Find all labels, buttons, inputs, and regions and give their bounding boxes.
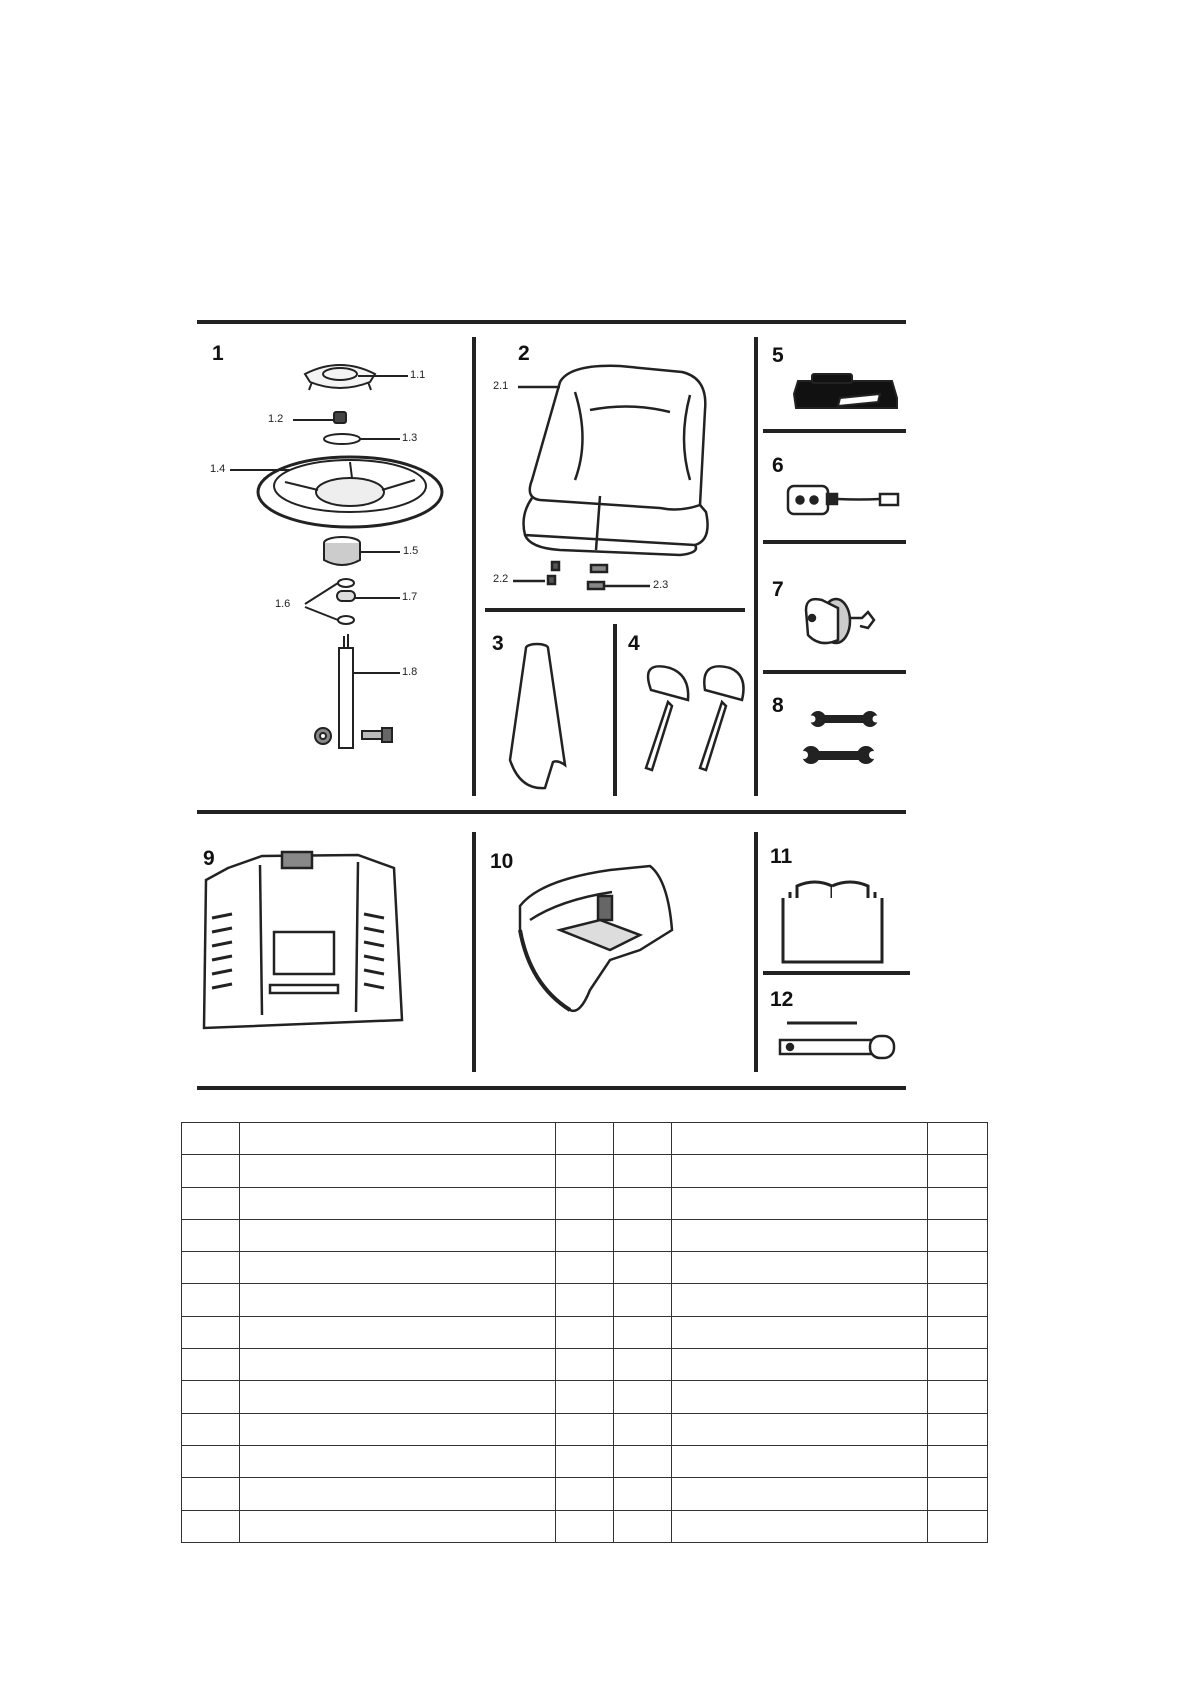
panel-number-2: 2 <box>518 342 530 365</box>
table-cell <box>182 1349 240 1381</box>
table-cell <box>928 1349 988 1381</box>
callout-2-3: 2.3 <box>653 579 669 591</box>
table-cell <box>672 1445 928 1477</box>
table-cell <box>928 1187 988 1219</box>
callout-1-3: 1.3 <box>402 432 418 444</box>
table-row <box>182 1478 988 1510</box>
table-cell <box>240 1510 556 1542</box>
table-row <box>182 1155 988 1187</box>
table-cell <box>240 1381 556 1413</box>
body-cover-drawing <box>204 852 402 1028</box>
table-cell <box>182 1510 240 1542</box>
table-row <box>182 1510 988 1542</box>
table-cell <box>182 1123 240 1155</box>
table-row <box>182 1123 988 1155</box>
table-cell <box>614 1155 672 1187</box>
table-cell <box>614 1413 672 1445</box>
table-cell <box>556 1219 614 1251</box>
table-cell <box>672 1219 928 1251</box>
table-cell <box>240 1316 556 1348</box>
table-cell <box>240 1123 556 1155</box>
table-cell <box>614 1219 672 1251</box>
table-cell <box>182 1381 240 1413</box>
panel-number-5: 5 <box>772 344 784 367</box>
panel-number-11: 11 <box>770 845 793 868</box>
table-cell <box>928 1155 988 1187</box>
key-switch-drawing <box>806 599 874 643</box>
table-cell <box>240 1478 556 1510</box>
table-cell <box>928 1219 988 1251</box>
table-cell <box>240 1445 556 1477</box>
table-cell <box>928 1381 988 1413</box>
table-cell <box>614 1381 672 1413</box>
table-cell <box>556 1349 614 1381</box>
table-cell <box>672 1155 928 1187</box>
table-cell <box>928 1123 988 1155</box>
seat-drawing <box>513 366 708 589</box>
table-cell <box>240 1219 556 1251</box>
table-row <box>182 1284 988 1316</box>
table-cell <box>672 1510 928 1542</box>
panel-number-10: 10 <box>490 850 514 873</box>
table-cell <box>928 1445 988 1477</box>
table-cell <box>614 1123 672 1155</box>
table-row <box>182 1219 988 1251</box>
panel-number-9: 9 <box>203 847 215 870</box>
table-cell <box>556 1478 614 1510</box>
charger-drawing <box>788 486 898 514</box>
levers-drawing <box>646 666 744 770</box>
panel-number-8: 8 <box>772 694 784 717</box>
table-cell <box>556 1187 614 1219</box>
callout-2-1: 2.1 <box>493 380 509 392</box>
table-cell <box>614 1478 672 1510</box>
table-cell <box>556 1284 614 1316</box>
table-cell <box>240 1155 556 1187</box>
table-cell <box>672 1187 928 1219</box>
table-row <box>182 1316 988 1348</box>
table-cell <box>556 1123 614 1155</box>
table-cell <box>614 1349 672 1381</box>
table-row <box>182 1445 988 1477</box>
table-cell <box>240 1413 556 1445</box>
table-cell <box>240 1284 556 1316</box>
panel-number-6: 6 <box>772 454 784 477</box>
table-cell <box>240 1252 556 1284</box>
callout-1-8: 1.8 <box>402 666 418 678</box>
table-cell <box>182 1478 240 1510</box>
tool-handle-drawing <box>780 1023 894 1058</box>
callout-2-2: 2.2 <box>493 573 509 585</box>
table-cell <box>614 1510 672 1542</box>
panel-number-4: 4 <box>628 632 640 655</box>
callout-1-7: 1.7 <box>402 591 418 603</box>
parts-list-body <box>182 1123 988 1543</box>
table-cell <box>928 1284 988 1316</box>
table-cell <box>928 1252 988 1284</box>
table-cell <box>672 1252 928 1284</box>
table-cell <box>240 1187 556 1219</box>
panel-number-7: 7 <box>772 578 784 601</box>
table-cell <box>556 1445 614 1477</box>
callout-1-6: 1.6 <box>275 598 291 610</box>
table-cell <box>672 1316 928 1348</box>
table-cell <box>182 1219 240 1251</box>
callout-1-2: 1.2 <box>268 413 284 425</box>
table-cell <box>614 1445 672 1477</box>
table-cell <box>556 1510 614 1542</box>
table-row <box>182 1187 988 1219</box>
table-cell <box>182 1284 240 1316</box>
seat-base-drawing <box>520 866 672 1011</box>
column-sleeve-drawing <box>510 644 565 788</box>
callout-1-4: 1.4 <box>210 463 226 475</box>
table-cell <box>614 1187 672 1219</box>
table-cell <box>182 1445 240 1477</box>
table-cell <box>556 1155 614 1187</box>
table-cell <box>672 1284 928 1316</box>
table-row <box>182 1413 988 1445</box>
table-cell <box>240 1349 556 1381</box>
table-cell <box>182 1413 240 1445</box>
table-cell <box>182 1252 240 1284</box>
wrenches-drawing <box>800 712 880 763</box>
table-cell <box>928 1510 988 1542</box>
table-cell <box>672 1349 928 1381</box>
table-row <box>182 1349 988 1381</box>
table-cell <box>928 1413 988 1445</box>
table-cell <box>556 1381 614 1413</box>
table-cell <box>182 1316 240 1348</box>
panel-number-1: 1 <box>212 342 224 365</box>
callout-1-1: 1.1 <box>410 369 426 381</box>
callout-1-5: 1.5 <box>403 545 419 557</box>
panel-number-3: 3 <box>492 632 504 655</box>
table-cell <box>556 1316 614 1348</box>
table-cell <box>672 1381 928 1413</box>
panel-number-12: 12 <box>770 988 794 1011</box>
table-cell <box>672 1413 928 1445</box>
table-row <box>182 1381 988 1413</box>
table-cell <box>614 1316 672 1348</box>
table-cell <box>672 1478 928 1510</box>
table-cell <box>614 1284 672 1316</box>
table-cell <box>182 1187 240 1219</box>
parts-list-table <box>181 1122 988 1543</box>
table-cell <box>928 1316 988 1348</box>
manual-book-icon <box>783 882 882 962</box>
table-cell <box>672 1123 928 1155</box>
battery-drawing <box>794 374 897 408</box>
table-cell <box>182 1155 240 1187</box>
table-row <box>182 1252 988 1284</box>
table-cell <box>556 1413 614 1445</box>
table-cell <box>556 1252 614 1284</box>
table-cell <box>928 1478 988 1510</box>
table-cell <box>614 1252 672 1284</box>
